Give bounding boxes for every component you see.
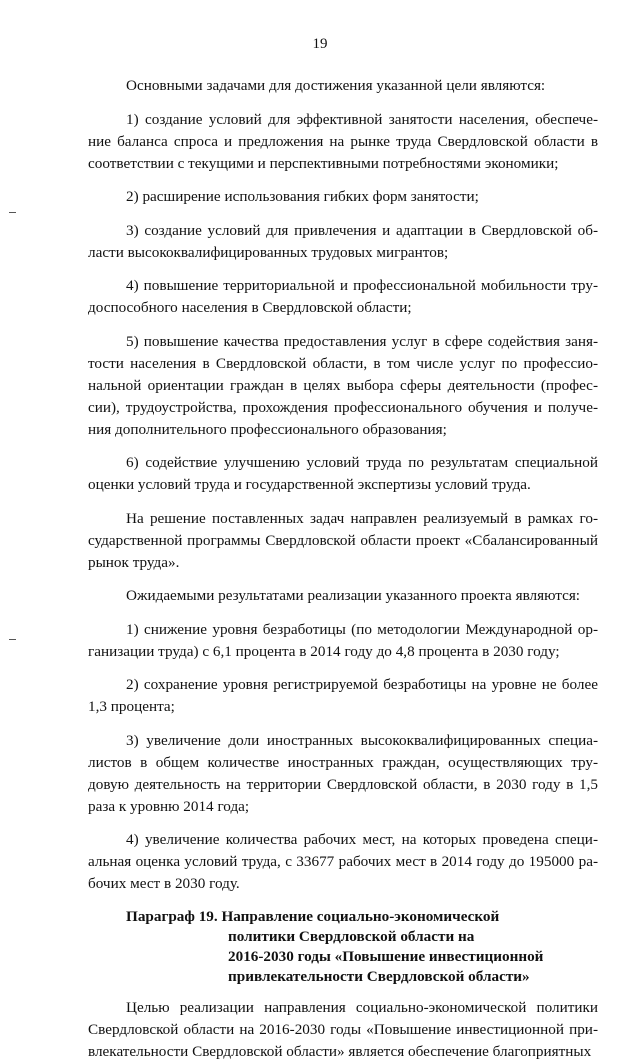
paragraph-project: На решение поставленных задач направлен реализуемый в рамках государственной программы Свердловской области проект «Сбалансированный рынок труда». [88, 509, 598, 571]
paragraph-result-2: 2) сохранение уровня регистрируемой безработицы на уровне не более 1,3 процента; [88, 676, 598, 715]
paragraph-results-intro: Ожидаемыми результатами реализации указанного проекта являются: [126, 587, 581, 604]
page-number: 19 [312, 36, 328, 52]
section-heading [88, 907, 598, 987]
paragraph-task-5: 5) повышение качества предоставления услуг в сфере содействия занятости населения в Свердловской области, в том числе услуг по профессиональной ориентации граждан в целях выбора сферы деятельности (профессии), трудоустройства, прохождения профессионального обучения и получения дополнительного профессионального образования; [88, 332, 598, 438]
paragraph-task-2: 2) расширение использования гибких форм занятости; [126, 188, 479, 205]
paragraph-result-3: 3) увеличение доли иностранных высококвалифицированных специалистов в общем количестве иностранных граждан, осуществляющих трудовую деятельность на территории Свердловской области, в 2030 году в 1,5 раза к уровню 2014 года; [88, 731, 598, 815]
paragraph-task-3: 3) создание условий для привлечения и адаптации в Свердловской области высококвалифицированных трудовых мигрантов; [88, 221, 598, 261]
paragraph-task-4: 4) повышение территориальной и профессиональной мобильности трудоспособного населения в Свердловской области; [88, 277, 598, 316]
paragraph-tasks-intro: Основными задачами для достижения указанной цели являются: [126, 77, 546, 94]
margin-mark [9, 212, 16, 213]
heading-line: Параграф 19. Направление социально-экономической [126, 907, 500, 925]
paragraph-task-6: 6) содействие улучшению условий труда по результатам специальной оценки условий труда и государственной экспертизы условий труда. [88, 454, 598, 493]
heading-line: политики Свердловской области на [228, 927, 475, 945]
paragraph-result-1: 1) снижение уровня безработицы (по методологии Международной организации труда) с 6,1 процента в 2014 году до 4,8 процента в 2030 году; [88, 620, 598, 660]
document-body [88, 75, 598, 1063]
heading-line: 2016-2030 годы «Повышение инвестиционной [228, 947, 544, 965]
margin-mark [9, 639, 16, 640]
heading-line: привлекательности Свердловской области» [228, 967, 530, 985]
paragraph-task-1: 1) создание условий для эффективной занятости населения, обеспечение баланса спроса и предложения на рынке труда Свердловской области в соответствии с текущими и перспективными потребностями экономики; [88, 110, 598, 172]
paragraph-goal: Целью реализации направления социально-экономической политики Свердловской области на 2016-2030 годы «Повышение инвестиционной привлекательности Свердловской области» является обеспечение благоприятных [88, 998, 598, 1060]
paragraph-result-4: 4) увеличение количества рабочих мест, на которых проведена специальная оценка условий труда, с 33677 рабочих мест в 2014 году до 195000 рабочих мест в 2030 году. [88, 831, 598, 892]
